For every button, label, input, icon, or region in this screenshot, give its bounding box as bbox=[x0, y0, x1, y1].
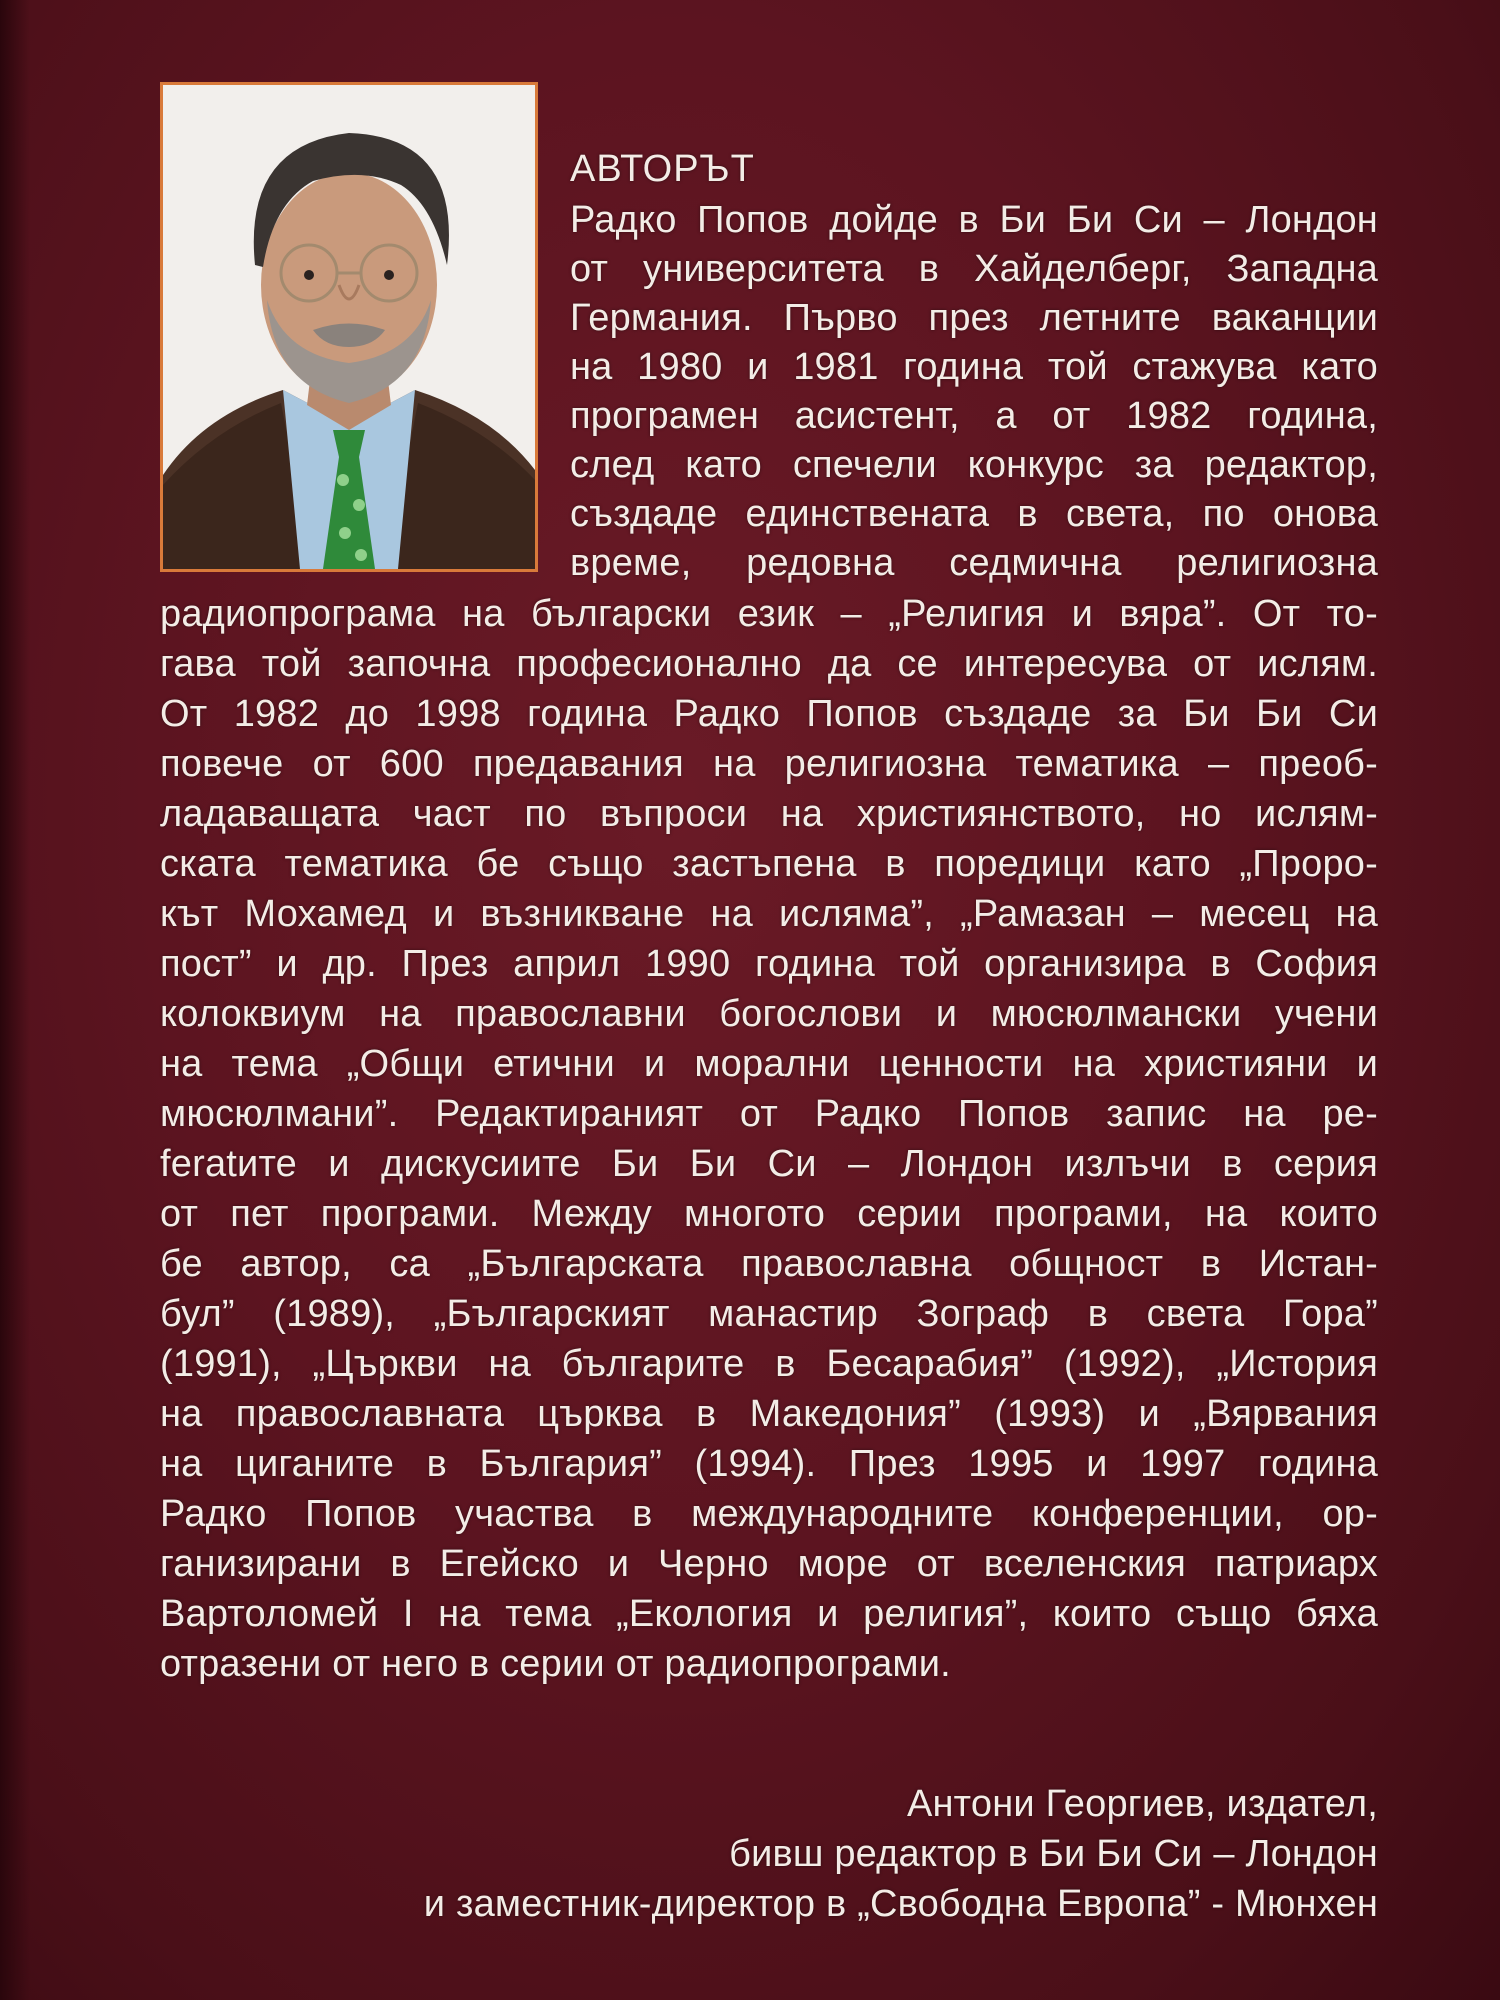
bio-line: на православната църква в Македония” (1993) и „Вярвания bbox=[160, 1393, 1378, 1435]
bio-line: бе автор, са „Българската православна общност в Истан- bbox=[160, 1243, 1378, 1285]
bio-line: създаде единствената в света, по онова bbox=[570, 493, 1378, 535]
bio-line: (1991), „Църкви на българите в Бесарабия” (1992), „История bbox=[160, 1343, 1378, 1385]
bio-line: feratите и дискусиите Би Би Си – Лондон излъчи в серия bbox=[160, 1143, 1378, 1185]
signature-name: Антони Георгиев, издател, bbox=[906, 1783, 1378, 1825]
bio-line: Радко Попов дойде в Би Би Си – Лондон bbox=[570, 199, 1378, 241]
bio-line: Германия. Първо през летните ваканции bbox=[570, 297, 1378, 339]
bio-line: програмен асистент, а от 1982 година, bbox=[570, 395, 1378, 437]
bio-line: мюсюлмани”. Редактираният от Радко Попов запис на ре- bbox=[160, 1093, 1378, 1135]
bio-line: гава той започна професионално да се интересува от ислям. bbox=[160, 643, 1378, 685]
signature-role: бивш редактор в Би Би Си – Лондон bbox=[729, 1833, 1378, 1875]
bio-line-last: отразени от него в серии от радиопрограми. bbox=[160, 1643, 951, 1685]
bio-line: на 1980 и 1981 година той стажува като bbox=[570, 346, 1378, 388]
bio-line: ската тематика бе също застъпена в поредици като „Проро- bbox=[160, 843, 1378, 885]
bio-line: от пет програми. Между многото серии програми, на които bbox=[160, 1193, 1378, 1235]
bio-line: радиопрограма на български език – „Религия и вяра”. От то- bbox=[160, 593, 1378, 635]
signature-role-2: и заместник-директор в „Свободна Европа” - Мюнхен bbox=[423, 1883, 1378, 1925]
bio-line: време, редовна седмична религиозна bbox=[570, 542, 1378, 584]
bio-line: колоквиум на православни богослови и мюсюлмански учени bbox=[160, 993, 1378, 1035]
bio-line: на тема „Общи етични и морални ценности на християни и bbox=[160, 1043, 1378, 1085]
bio-line: повече от 600 предавания на религиозна тематика – преоб- bbox=[160, 743, 1378, 785]
bio-line: след като спечели конкурс за редактор, bbox=[570, 444, 1378, 486]
bio-line: ладаващата част по въпроси на християнството, но ислям- bbox=[160, 793, 1378, 835]
bio-line: кът Мохамед и възникване на исляма”, „Рамазан – месец на bbox=[160, 893, 1378, 935]
bio-line: Радко Попов участва в международните конференции, ор- bbox=[160, 1493, 1378, 1535]
bio-line: От 1982 до 1998 година Радко Попов създаде за Би Би Си bbox=[160, 693, 1378, 735]
bio-line: бул” (1989), „Българският манастир Зограф в света Гора” bbox=[160, 1293, 1378, 1335]
bio-line: от университета в Хайделберг, Западна bbox=[570, 248, 1378, 290]
bio-line: ганизирани в Егейско и Черно море от вселенския патриарх bbox=[160, 1543, 1378, 1585]
bio-line: на циганите в България” (1994). През 1995 и 1997 година bbox=[160, 1443, 1378, 1485]
bio-line: пост” и др. През април 1990 година той организира в София bbox=[160, 943, 1378, 985]
section-heading: АВТОРЪТ bbox=[570, 148, 755, 190]
bio-line: Вартоломей I на тема „Екология и религия”, които също бяха bbox=[160, 1593, 1378, 1635]
